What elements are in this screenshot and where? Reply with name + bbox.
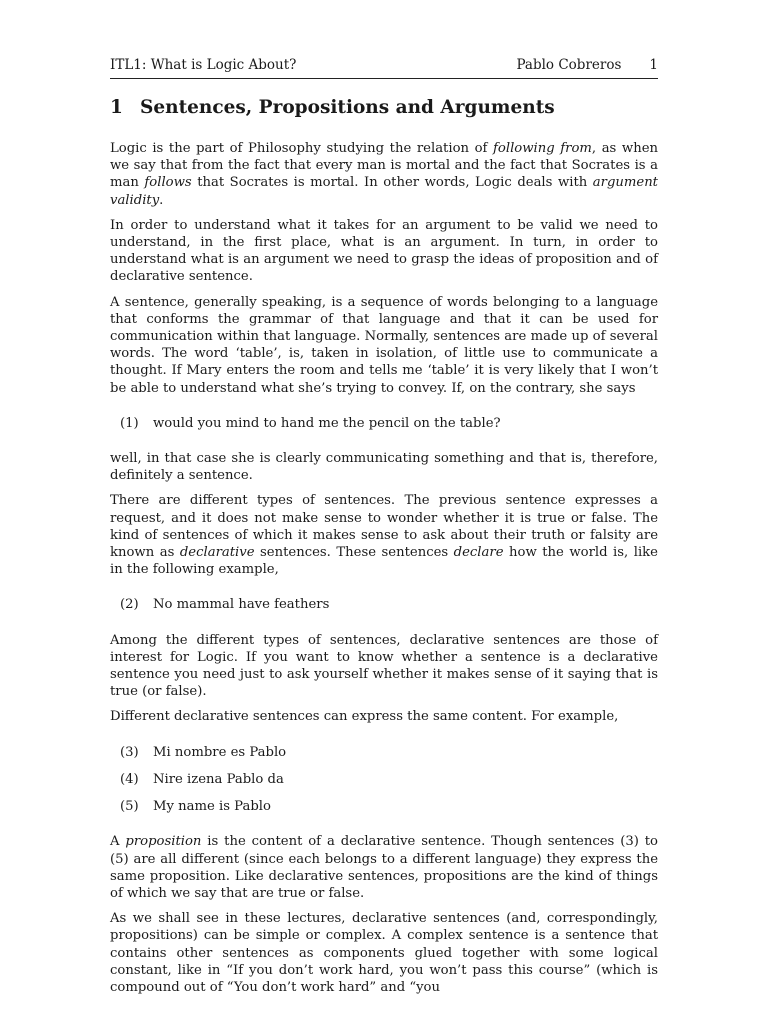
header-title: ITL1: What is Logic About? [110,57,297,73]
document-body [110,140,658,1004]
header-author: Pablo Cobreros [516,57,622,73]
section-title: Sentences, Propositions and Arguments [140,97,555,118]
text-run: that Socrates is mortal. In other words, Logic deals with [191,175,593,191]
paragraph: As we shall see in these lectures, declarative sentences (and, correspondingly, propositions) can be simple or complex. A complex sentence is a sentence that contains other sentences as components glued together with some logical constant, like in “If you don’t work hard, you won’t pass this course” (which is compound out of “You don’t work hard” and “you [110,911,658,995]
text-run: . [159,192,164,208]
emphasis: proposition [125,834,202,850]
example-item [120,596,658,613]
running-header [110,57,658,77]
example-item [120,798,658,815]
example-number: (4) [120,771,139,787]
example-item [120,744,658,761]
example-list [120,744,658,816]
example-text: No mammal have feathers [153,597,330,613]
section-number: 1 [110,97,123,118]
emphasis: following from [493,141,592,156]
paragraph: A sentence, generally speaking, is a sequence of words belonging to a language that conforms the grammar of that language and that it can be used for communication within that language. Normally, sentences are made up of several words. The word ‘table’, is, taken in isolation, of little use to communicate a thought. If Mary enters the room and tells me ‘table’ it is very likely that I won’t be able to understand what she’s trying to convey. If, on the contrary, she says [110,294,658,396]
paragraph [110,833,658,902]
emphasis: declarative [179,545,255,561]
text-run: sentences. These sentences [254,545,454,561]
text-run: A [110,834,126,850]
emphasis: follows [144,175,192,191]
example-number: (3) [120,744,139,760]
paragraph: Different declarative sentences can express the same content. For example, [110,709,619,725]
section-heading [110,97,555,118]
emphasis: declare [453,545,504,561]
header-right [516,57,658,73]
example-item [120,415,658,432]
example-text: would you mind to hand me the pencil on the table? [153,415,501,431]
example-list [120,596,658,613]
paragraph: In order to understand what it takes for an argument to be valid we need to understand, in the first place, what is an argument. In turn, in order to understand what is an argument we need to grasp the ideas of proposition and of declarative sentence. [110,217,658,285]
text-run: , as when we say that from the fact that every man is mortal and the fact that Socrates is a man [110,141,659,191]
text-run: Logic is the part of Philosophy studying the relation of [110,141,494,156]
emphasis: argument validity [110,175,658,208]
text-run: There are different types of sentences. The previous sentence expresses a request, and it does not make sense to wonder whether it is true or false. The kind of sentences of which it makes sense to ask about their truth or falsity are known as [110,493,658,561]
paragraph [110,140,658,209]
example-number: (5) [120,799,139,815]
example-text: Nire izena Pablo da [153,771,284,787]
paragraph: well, in that case she is clearly communicating something and that is, therefore, definitely a sentence. [110,451,658,484]
example-text: Mi nombre es Pablo [153,744,287,760]
text-run: how the world is, like in the following example, [110,545,658,578]
paragraph: Among the different types of sentences, declarative sentences are those of interest for Logic. If you want to know whether a sentence is a declarative sentence you need just to ask yourself whether it makes sense of it saying that is true (or false). [110,632,658,700]
text-run: is the content of a declarative sentence. Though sentences (3) to (5) are all different (since each belongs to a different language) they express the same proposition. Like declarative sentences, propositions are the kind of things of which we say that are true or false. [110,834,658,901]
paragraph [110,492,658,578]
example-number: (1) [120,415,139,431]
example-item [120,771,658,788]
example-list [120,415,658,432]
header-rule [110,78,658,79]
example-number: (2) [120,597,139,613]
page-number: 1 [649,57,658,73]
example-text: My name is Pablo [153,799,271,815]
